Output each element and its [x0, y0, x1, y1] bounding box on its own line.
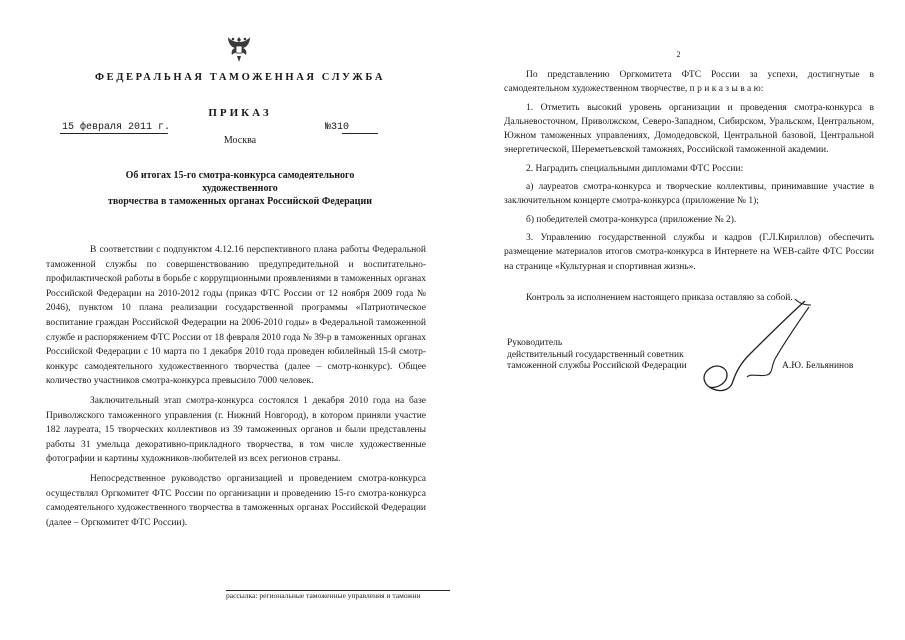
subject-line: Об итогах 15-го смотра-конкурса самодеятельного художественного	[125, 170, 355, 194]
body-paragraph: б) победителей смотра-конкурса (приложение № 2).	[526, 214, 737, 225]
order-city: Москва	[223, 135, 257, 146]
number-underline	[342, 133, 378, 134]
body-paragraph: 3. Управлению государственной службы и кадров (Г.Л.Кириллов) обеспечить размещение материалов итогов смотра-конкурса в Интернете на WEB-сайте ФТС России на странице «Культурная и спортивная жизнь».	[504, 232, 874, 272]
body-paragraph: В соответствии с подпунктом 4.12.16 перспективного плана работы Федеральной таможенной службы по совершенствованию предупредительной и воспитательно-профилактической работы в борьбе с коррупционными проявлениями в таможенных органах Российской Федерации на 2010-2012 годы (приказ ФТС России от 12 ноября 2009 года № 2046), пунктом 10 плана реализации государственной программы «Патриотическое воспитание граждан Российской Федерации на 2006-2010 годы» в Федеральной таможенной службе и распоряжением ФТС России от 18 февраля 2010 года № 39-р в таможенных органах Российской Федерации с 10 марта по 1 декабря 2010 года проведен юбилейный 15-й смотр-конкурс самодеятельного художественного творчества (далее – смотр-конкурс). Общее количество участников смотра-конкурса превысило 7000 человек.	[46, 245, 426, 387]
body-paragraph: 2. Наградить специальными дипломами ФТС России:	[526, 163, 744, 174]
body-paragraph: 1. Отметить высокий уровень организации и проведения смотра-конкурса в Дальневосточном, Приволжском, Северо-Западном, Сибирском, Уральском, Центральном, Южном таможенных управлениях, Домодедовской, Центральной базовой, Центральной энергетической, Шереметьевской таможнях, Российской таможенной академии.	[504, 102, 874, 156]
body-paragraph: а) лауреатов смотра-конкурса и творческие коллективы, принимавшие участие в заключительном концерте смотра-конкурса (приложение № 1);	[504, 182, 874, 207]
body-paragraph: По представлению Оргкомитета ФТС России за успехи, достигнутые в самодеятельном художественном творчестве, п р и к а з ы в а ю:	[504, 70, 874, 95]
signer-line: действительный государственный советник	[507, 349, 684, 360]
body-paragraph: Непосредственное руководство организацией и проведением смотра-конкурса осуществлял Оргкомитет ФТС России по организации и проведению 15-го смотра-конкурса самодеятельного художественного творчества в таможенных органах Российской Федерации (далее – Оргкомитет ФТС России).	[46, 473, 426, 528]
order-subject	[90, 169, 390, 208]
date-underline	[60, 133, 168, 134]
control-statement: Контроль за исполнением настоящего приказа оставляю за собой.	[526, 293, 793, 303]
signature-icon	[687, 297, 827, 397]
order-date: 15 февраля 2011 г.	[62, 122, 171, 133]
document-page-2	[452, 0, 905, 640]
distribution-note: рассылка: региональные таможенные управления и таможни	[226, 591, 421, 600]
subject-line: творчества в таможенных органах Российской Федерации	[108, 196, 372, 207]
signer-name: А.Ю. Бельянинов	[782, 361, 854, 371]
page-number: 2	[676, 50, 681, 59]
signer-line: таможенной службы Российской Федерации	[507, 361, 687, 371]
order-body	[46, 243, 426, 535]
order-number: №310	[325, 122, 350, 133]
eagle-emblem-icon	[226, 34, 252, 64]
organization-title: ФЕДЕРАЛЬНАЯ ТАМОЖЕННАЯ СЛУЖБА	[94, 72, 386, 83]
order-directives	[504, 68, 874, 278]
body-paragraph: Заключительный этап смотра-конкурса состоялся 1 декабря 2010 года на базе Приволжского таможенного управления (г. Нижний Новгород), в котором приняли участие 182 лауреата, 15 творческих коллективов из 39 таможенных органов и были представлены работы 31 умельца декоративно-прикладного творчества, в том числе художественные фотографии и картины художников-любителей из всех регионов страны.	[46, 395, 426, 465]
order-title: ПРИКАЗ	[208, 107, 272, 119]
signer-line: Руководитель	[507, 338, 563, 348]
document-page-1	[0, 0, 452, 640]
